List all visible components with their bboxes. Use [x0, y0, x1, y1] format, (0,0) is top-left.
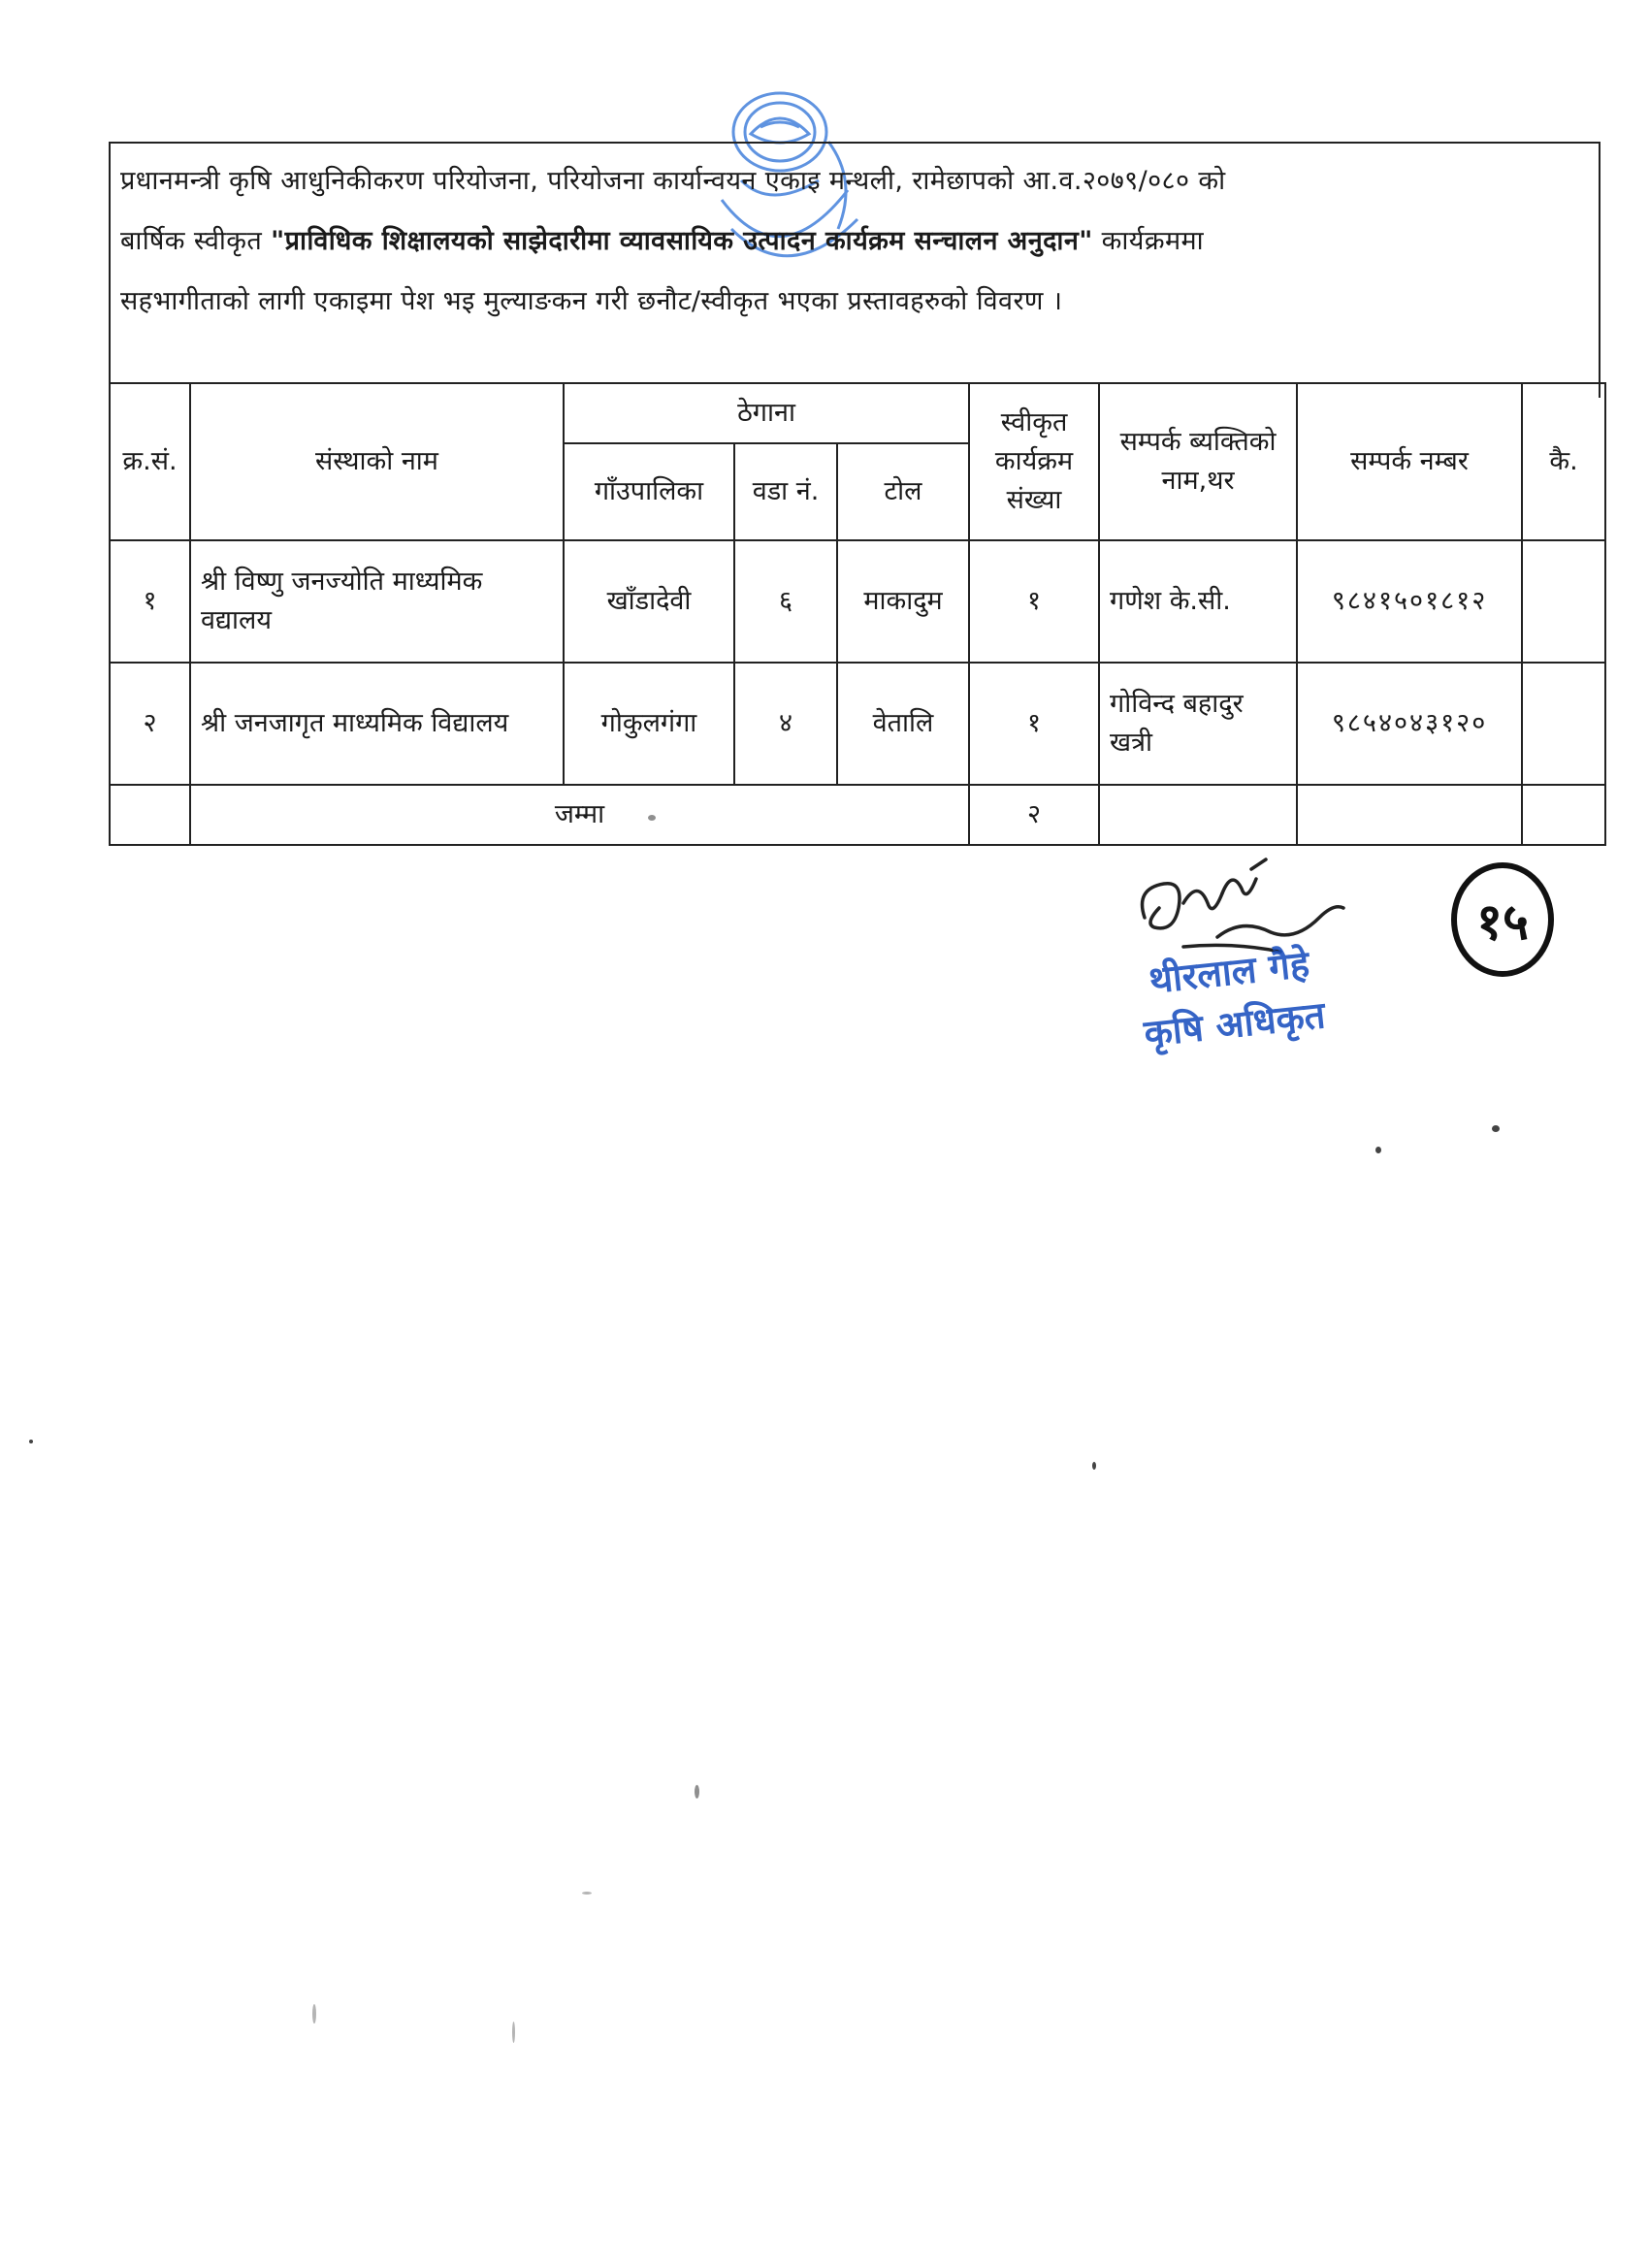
cell-approved-count: १ — [969, 663, 1099, 785]
scan-speck — [312, 2004, 316, 2024]
scan-speck — [512, 2022, 515, 2043]
intro-box — [109, 142, 1600, 398]
page-number-text: १५ — [1475, 893, 1530, 952]
header-ward: वडा नं. — [734, 443, 837, 540]
cell-municipality: खाँडादेवी — [564, 540, 734, 663]
total-blank-cell — [1099, 785, 1297, 845]
cell-contact-person: गोविन्द बहादुर खत्री — [1099, 663, 1297, 785]
header-sn: क्र.सं. — [110, 383, 190, 540]
intro-line-2-pre: बार्षिक स्वीकृत — [120, 226, 272, 256]
cell-org-name: श्री विष्णु जनज्योति माध्यमिक वद्यालय — [190, 540, 564, 663]
cell-org-name: श्री जनजागृत माध्यमिक विद्यालय — [190, 663, 564, 785]
proposals-table — [109, 382, 1606, 846]
header-address: ठेगाना — [564, 383, 969, 443]
cell-sn: १ — [110, 540, 190, 663]
cell-ward: ६ — [734, 540, 837, 663]
total-blank-cell — [1297, 785, 1522, 845]
intro-line-2-post: कार्यक्रममा — [1092, 226, 1205, 256]
header-contact-person: सम्पर्क ब्यक्तिको नाम,थर — [1099, 383, 1297, 540]
cell-contact-number: ९८४१५०१८१२ — [1297, 540, 1522, 663]
cell-ward: ४ — [734, 663, 837, 785]
total-blank-cell — [1522, 785, 1605, 845]
table-row — [110, 540, 1605, 663]
header-municipality: गाँउपालिका — [564, 443, 734, 540]
scan-speck — [1492, 1125, 1500, 1132]
scan-speck — [1092, 1462, 1096, 1470]
cell-municipality: गोकुलगंगा — [564, 663, 734, 785]
scan-speck — [582, 1892, 592, 1895]
cell-remarks — [1522, 540, 1605, 663]
table-total-row — [110, 785, 1605, 845]
officer-title: कृषि अधिकृत — [1142, 993, 1328, 1055]
table-header-row — [110, 383, 1605, 443]
program-title: "प्राविधिक शिक्षालयको साझेदारीमा व्यावसायिक उत्पादन कार्यक्रम सन्चालन अनुदान" — [271, 226, 1093, 256]
cell-tole: वेतालि — [837, 663, 969, 785]
officer-name: थीरलाल गैहे — [1147, 942, 1311, 1002]
cell-remarks — [1522, 663, 1605, 785]
cell-contact-number: ९८५४०४३१२० — [1297, 663, 1522, 785]
header-remarks: कै. — [1522, 383, 1605, 540]
header-contact-number: सम्पर्क नम्बर — [1297, 383, 1522, 540]
cell-tole: माकादुम — [837, 540, 969, 663]
intro-line-2 — [120, 211, 1585, 272]
header-tole: टोल — [837, 443, 969, 540]
cell-sn: २ — [110, 663, 190, 785]
scan-speck — [695, 1785, 699, 1798]
intro-line-1: प्रधानमन्त्री कृषि आधुनिकीकरण परियोजना, परियोजना कार्यान्वयन एकाइ मन्थली, रामेछापको आ.व.२०७९/०८० को — [120, 166, 1226, 196]
intro-text — [111, 151, 1595, 332]
scan-speck — [1375, 1147, 1381, 1153]
page-number-mark — [1449, 861, 1556, 978]
header-approved-count: स्वीकृत कार्यक्रम संख्या — [969, 383, 1099, 540]
header-org-name: संस्थाको नाम — [190, 383, 564, 540]
cell-approved-count: १ — [969, 540, 1099, 663]
total-label: जम्मा — [190, 785, 969, 845]
intro-line-3: सहभागीताको लागी एकाइमा पेश भइ मुल्याङकन गरी छनौट/स्वीकृत भएका प्रस्तावहरुको विवरण । — [120, 286, 1063, 316]
table-row — [110, 663, 1605, 785]
scan-speck — [29, 1440, 33, 1443]
total-approved-count: २ — [969, 785, 1099, 845]
cell-contact-person: गणेश के.सी. — [1099, 540, 1297, 663]
scan-speck — [648, 815, 656, 821]
total-blank-cell — [110, 785, 190, 845]
